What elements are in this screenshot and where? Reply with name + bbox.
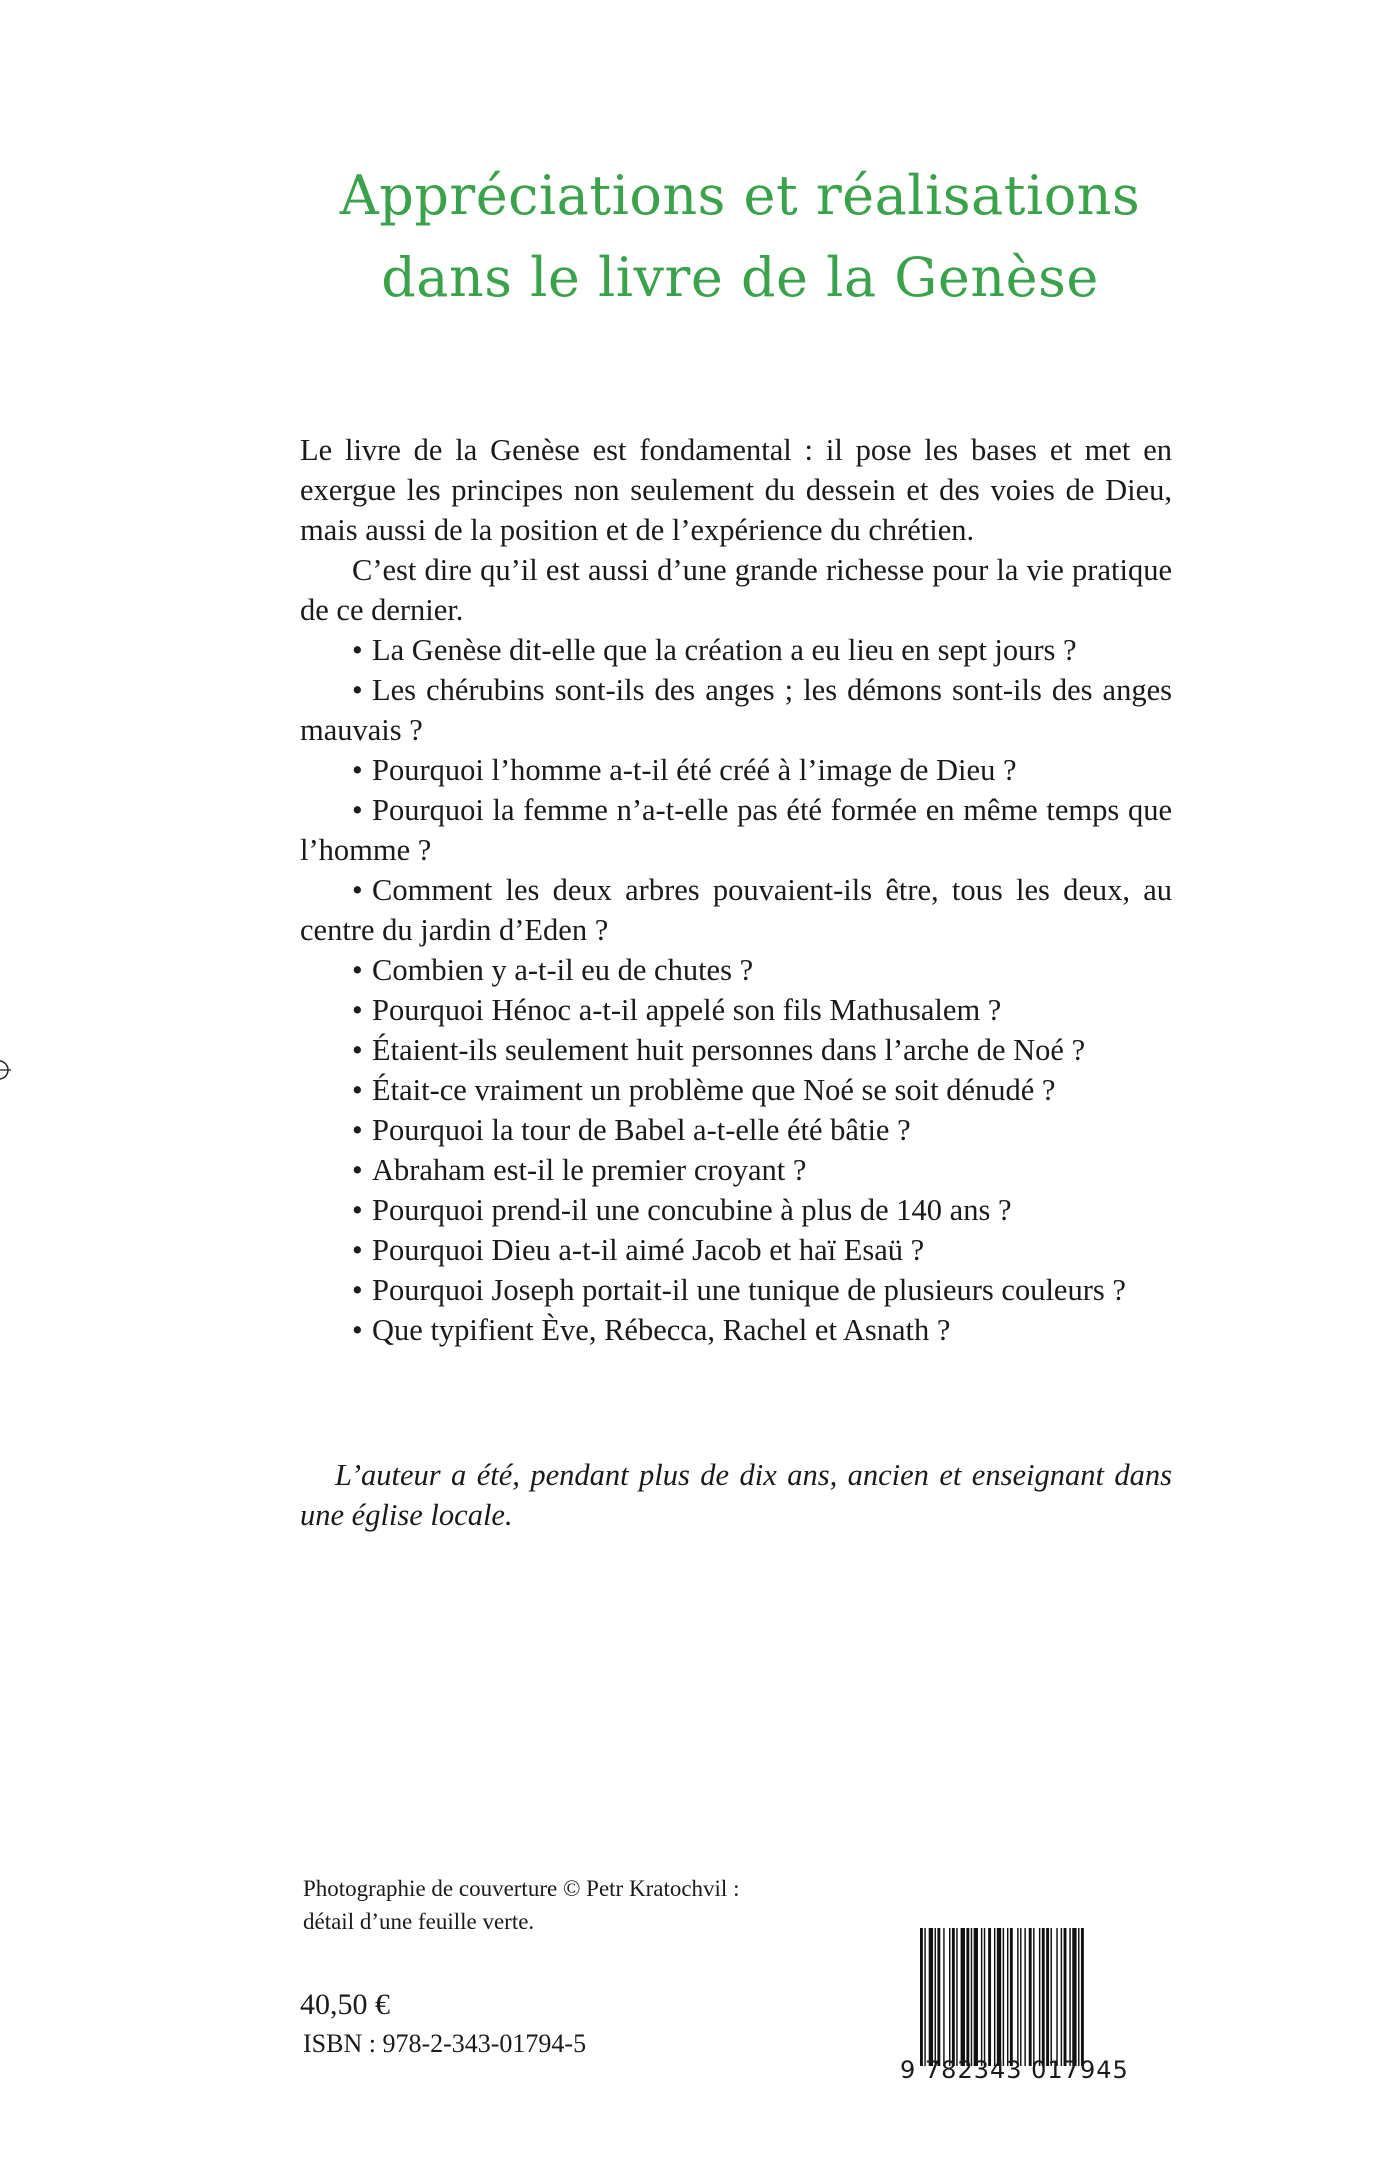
- question-item: [300, 1030, 1172, 1070]
- question-text: Pourquoi prend-il une concubine à plus de 140 ans ?: [372, 1193, 1012, 1227]
- bullet-icon: •: [352, 993, 363, 1027]
- photo-credit: [303, 1872, 863, 1938]
- bullet-icon: •: [352, 633, 363, 667]
- bullet-icon: •: [352, 793, 363, 827]
- question-item: [300, 1310, 1172, 1350]
- question-text: Était-ce vraiment un problème que Noé se soit dénudé ?: [372, 1073, 1056, 1107]
- bullet-icon: •: [352, 1273, 363, 1307]
- bullet-icon: •: [352, 1153, 363, 1187]
- bullet-icon: •: [352, 1033, 363, 1067]
- question-item: [300, 1110, 1172, 1150]
- question-text: Pourquoi l’homme a-t-il été créé à l’image de Dieu ?: [372, 753, 1017, 787]
- question-item: [300, 1230, 1172, 1270]
- question-text: Pourquoi la femme n’a-t-elle pas été formée en même temps que l’homme ?: [300, 793, 1172, 867]
- bullet-icon: •: [352, 1113, 363, 1147]
- question-text: Pourquoi la tour de Babel a-t-elle été bâtie ?: [372, 1113, 911, 1147]
- question-item: [300, 1270, 1172, 1310]
- barcode: [916, 1928, 1148, 2066]
- bullet-icon: •: [352, 1193, 363, 1227]
- bullet-icon: •: [352, 873, 363, 907]
- author-note: L’auteur a été, pendant plus de dix ans, ancien et enseignant dans une église locale.: [300, 1458, 1172, 1532]
- price: 40,50 €: [300, 1988, 390, 2021]
- question-text: Pourquoi Dieu a-t-il aimé Jacob et haï Esaü ?: [372, 1233, 925, 1267]
- bullet-icon: •: [352, 753, 363, 787]
- bullet-icon: •: [352, 673, 363, 707]
- blurb: [300, 430, 1172, 1350]
- barcode-digits: 9 782343 017945: [900, 2056, 1129, 2084]
- question-text: Les chérubins sont-ils des anges ; les démons sont-ils des anges mauvais ?: [300, 673, 1172, 747]
- question-text: Combien y a-t-il eu de chutes ?: [372, 953, 754, 987]
- question-text: Abraham est-il le premier croyant ?: [372, 1153, 807, 1187]
- isbn: ISBN : 978-2-343-01794-5: [303, 2029, 587, 2058]
- question-item: [300, 1190, 1172, 1230]
- intro-paragraph-1: Le livre de la Genèse est fondamental : il pose les bases et met en exergue les principes non seulement du dessein et des voies de Dieu, mais aussi de la position et de l’expérience du chrétien.: [300, 433, 1172, 547]
- question-text: La Genèse dit-elle que la création a eu lieu en sept jours ?: [372, 633, 1077, 667]
- question-item: [300, 670, 1172, 750]
- bullet-icon: •: [352, 1313, 363, 1347]
- bullet-icon: •: [352, 1233, 363, 1267]
- question-item: [300, 870, 1172, 950]
- bullet-icon: •: [352, 1073, 363, 1107]
- question-text: Que typifient Ève, Rébecca, Rachel et Asnath ?: [372, 1313, 951, 1347]
- question-item: [300, 1150, 1172, 1190]
- question-item: [300, 990, 1172, 1030]
- intro-paragraph-2: C’est dire qu’il est aussi d’une grande richesse pour la vie pratique de ce dernier.: [300, 553, 1172, 627]
- question-item: [300, 1070, 1172, 1110]
- registration-mark-icon: [0, 1057, 12, 1083]
- title-line-2: dans le livre de la Genèse: [381, 246, 1099, 309]
- credit-line-2: détail d’une feuille verte.: [303, 1909, 535, 1934]
- question-item: [300, 630, 1172, 670]
- question-text: Pourquoi Joseph portait-il une tunique de plusieurs couleurs ?: [372, 1273, 1126, 1307]
- bullet-icon: •: [352, 953, 363, 987]
- question-item: [300, 750, 1172, 790]
- question-item: [300, 950, 1172, 990]
- book-title: [300, 155, 1180, 319]
- question-text: Comment les deux arbres pouvaient-ils être, tous les deux, au centre du jardin d’Eden ?: [300, 873, 1172, 947]
- question-text: Pourquoi Hénoc a-t-il appelé son fils Mathusalem ?: [372, 993, 1002, 1027]
- title-line-1: Appréciations et réalisations: [339, 164, 1141, 227]
- question-list: [300, 630, 1172, 1350]
- question-item: [300, 790, 1172, 870]
- question-text: Étaient-ils seulement huit personnes dans l’arche de Noé ?: [372, 1033, 1086, 1067]
- credit-line-1: Photographie de couverture © Petr Kratochvil :: [303, 1876, 740, 1901]
